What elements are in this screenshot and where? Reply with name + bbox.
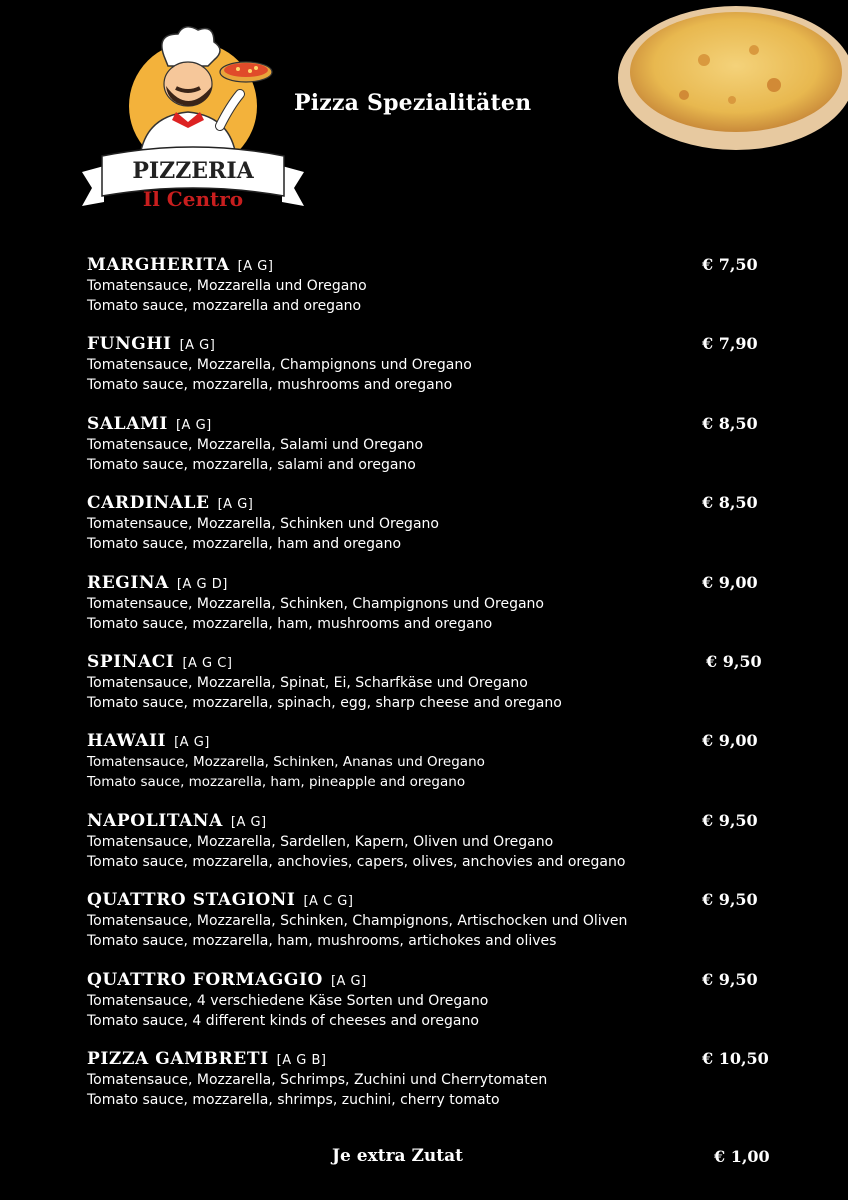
menu-item: [87, 889, 787, 968]
item-allergens: [A G]: [330, 973, 367, 989]
menu-item: [87, 572, 787, 651]
item-desc-en: Tomato sauce, mozzarella, ham, mushrooms, artichokes and olives: [87, 933, 557, 950]
menu-item: [87, 413, 787, 492]
item-allergens: [A G D]: [176, 576, 228, 592]
item-desc-de: Tomatensauce, Mozzarella, Sardellen, Kapern, Oliven und Oregano: [87, 833, 554, 850]
item-allergens: [A G]: [237, 259, 274, 274]
item-desc-en: Tomato sauce, mozzarella, salami and oregano: [87, 456, 416, 473]
item-desc-de: Tomatensauce, Mozzarella, Spinat, Ei, Scharfkäse und Oregano: [87, 674, 528, 691]
item-name: REGINA: [87, 572, 169, 593]
item-desc-en: Tomato sauce, mozzarella and oregano: [87, 298, 362, 314]
item-name: QUATTRO FORMAGGIO: [87, 969, 323, 990]
item-desc-de: Tomatensauce, Mozzarella, Schinken, Ananas und Oregano: [87, 754, 485, 771]
menu-item: [87, 730, 787, 809]
item-allergens: [A G]: [217, 497, 254, 513]
item-price: € 9,00: [702, 572, 758, 592]
item-allergens: [A G C]: [182, 655, 233, 671]
item-price: € 7,90: [702, 334, 758, 354]
item-price: € 8,50: [702, 413, 758, 433]
item-desc-de: Tomatensauce, Mozzarella, Schinken, Champignons, Artischocken und Oliven: [87, 913, 628, 930]
item-allergens: [A C G]: [303, 894, 354, 910]
item-price: € 9,50: [702, 890, 758, 910]
menu-item: [87, 254, 787, 333]
item-price: € 10,50: [702, 1048, 769, 1068]
logo-pizzeria-text: PIZZERIA: [132, 158, 254, 184]
menu-item: [87, 333, 787, 412]
item-desc-de: Tomatensauce, Mozzarella, Champignons und Oregano: [87, 357, 472, 374]
item-allergens: [A G B]: [276, 1052, 327, 1068]
item-desc-en: Tomato sauce, mozzarella, ham, pineapple and oregano: [87, 774, 466, 791]
menu-item: [87, 492, 787, 571]
extra-topping-label: Je extra Zutat: [332, 1146, 463, 1166]
menu-item: [87, 1048, 787, 1127]
menu-item: [87, 651, 787, 730]
item-price: € 8,50: [702, 493, 758, 513]
item-name: FUNGHI: [87, 334, 172, 355]
item-name: CARDINALE: [87, 493, 210, 514]
item-desc-en: Tomato sauce, mozzarella, spinach, egg, sharp cheese and oregano: [87, 694, 562, 711]
item-allergens: [A G]: [174, 735, 210, 751]
item-price: € 9,50: [702, 810, 758, 830]
item-price: € 9,50: [706, 651, 762, 671]
item-desc-en: Tomato sauce, mozzarella, ham and oregano: [87, 536, 402, 553]
item-desc-en: Tomato sauce, 4 different kinds of cheeses and oregano: [87, 1012, 479, 1029]
menu-item: [87, 810, 787, 889]
item-name: QUATTRO STAGIONI: [87, 890, 296, 911]
item-name: NAPOLITANA: [87, 810, 223, 831]
logo-il-centro-text: Il Centro: [142, 187, 244, 211]
item-desc-en: Tomato sauce, mozzarella, anchovies, capers, olives, anchovies and oregano: [87, 853, 626, 870]
item-desc-de: Tomatensauce, Mozzarella, Schrimps, Zuchini und Cherrytomaten: [87, 1071, 548, 1088]
item-name: MARGHERITA: [87, 255, 230, 275]
item-desc-de: Tomatensauce, Mozzarella, Schinken und Oregano: [87, 516, 439, 533]
item-desc-en: Tomato sauce, mozzarella, shrimps, zuchini, cherry tomato: [87, 1091, 500, 1108]
item-price: € 9,50: [702, 969, 758, 989]
item-price: € 7,50: [702, 255, 758, 274]
item-allergens: [A G]: [230, 814, 267, 830]
item-desc-de: Tomatensauce, Mozzarella, Schinken, Champignons und Oregano: [87, 595, 544, 612]
item-desc-en: Tomato sauce, mozzarella, ham, mushrooms and oregano: [87, 615, 493, 632]
item-desc-de: Tomatensauce, Mozzarella und Oregano: [87, 278, 367, 294]
item-name: SPINACI: [87, 651, 175, 672]
item-name: HAWAII: [87, 731, 167, 752]
item-desc-de: Tomatensauce, 4 verschiedene Käse Sorten und Oregano: [87, 992, 489, 1009]
page-title: Pizza Spezialitäten: [294, 90, 532, 116]
extra-topping-price: € 1,00: [714, 1147, 770, 1166]
item-allergens: [A G]: [179, 338, 216, 354]
pizzeria-logo: [80, 26, 306, 216]
pizza-photo: [614, 0, 848, 156]
item-desc-en: Tomato sauce, mozzarella, mushrooms and oregano: [87, 377, 453, 394]
item-allergens: [A G]: [175, 417, 212, 433]
menu-item: [87, 969, 787, 1048]
item-name: SALAMI: [87, 413, 168, 434]
item-desc-de: Tomatensauce, Mozzarella, Salami und Oregano: [87, 436, 424, 453]
item-name: PIZZA GAMBRETI: [87, 1048, 269, 1069]
item-price: € 9,00: [702, 731, 758, 751]
pizza-menu-list: [87, 254, 787, 1127]
